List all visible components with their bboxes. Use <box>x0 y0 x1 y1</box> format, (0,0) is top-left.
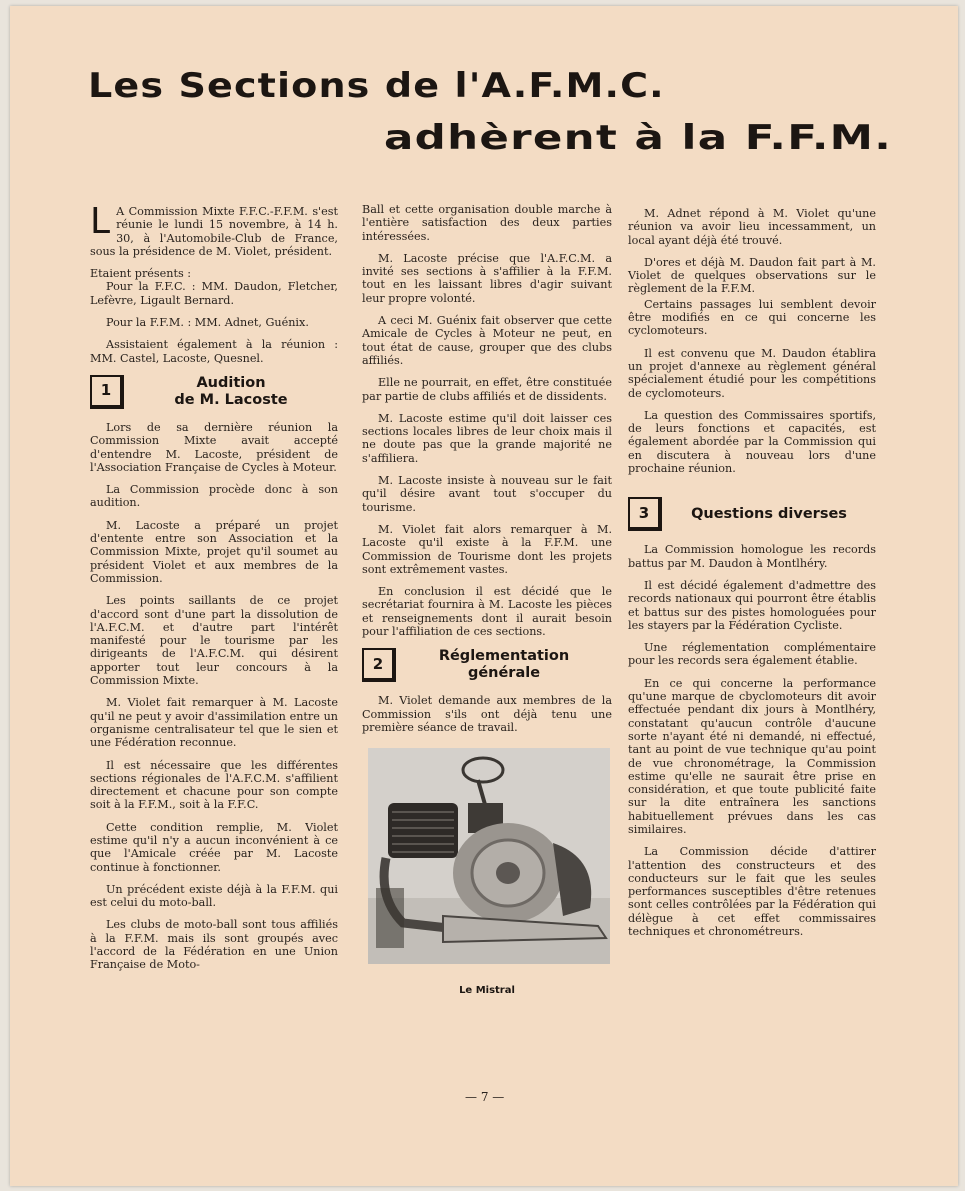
attendees-ffc: Pour la F.F.C. : MM. Daudon, Fletcher, Lefèvre, Ligault Bernard. <box>90 280 338 307</box>
paragraph: M. Lacoste a préparé un projet d'entente entre son Association et la Commission Mixte, projet qu'il soumet au président Violet et aux membres de la Commission. <box>90 518 338 585</box>
intro-paragraph: L A Commission Mixte F.F.C.-F.F.M. s'est réunie le lundi 15 novembre, à 14 h. 30, à l'Automobile-Club de France, sous la présidence de M. Violet, président. <box>90 201 338 258</box>
paragraph: Les clubs de moto-ball sont tous affiliés à la F.F.M. mais ils sont groupés avec l'accord de la Fédération en une Union Française de Moto- <box>90 918 338 972</box>
paragraph: Il est convenu que M. Daudon établira un projet d'annexe au règlement général spécialement étudié pour les compétitions de cyclomoteurs. <box>628 346 876 400</box>
paragraph: Les points saillants de ce projet d'accord sont d'une part la dissolution de l'A.F.C.M. et d'autre part l'intérêt manifesté pour le tourisme par les dirigeants de l'A.F.C.M. qui désirent apporter tout leur concours à la Commission Mixte. <box>90 594 338 688</box>
paragraph: M. Lacoste précise que l'A.F.C.M. a invité ses sections à s'affilier à la F.F.M. tout en les laissant libres d'agir suivant leur propre volonté. <box>362 251 612 305</box>
paragraph: D'ores et déjà M. Daudon fait part à M. Violet de quelques observations sur le règlement de la F.F.M. <box>628 255 876 296</box>
section-1-title: Audition de M. Lacoste <box>174 374 288 408</box>
section-1-number: 1 <box>90 375 124 409</box>
engine-photo <box>368 748 610 964</box>
paragraph: Cette condition remplie, M. Violet estime qu'il n'y a aucun inconvénient à ce que l'Amicale créée par M. Lacoste continue à fonctionner. <box>90 820 338 874</box>
paragraph: M. Violet demande aux membres de la Commission s'ils ont déjà tenu une première séance de travail. <box>362 694 612 734</box>
paragraph: En conclusion il est décidé que le secrétariat fournira à M. Lacoste les pièces et renseignements dont il aurait besoin pour l'affiliation de ces sections. <box>362 585 612 639</box>
paragraph: M. Lacoste estime qu'il doit laisser ces sections locales libres de leur choix mais il ne doute pas que la grande majorité ne s'affiliera. <box>362 411 612 465</box>
attendees-assist: Assistaient également à la réunion : MM. Castel, Lacoste, Quesnel. <box>90 338 338 365</box>
paragraph: A ceci M. Guénix fait observer que cette Amicale de Cycles à Moteur ne peut, en tout état de cause, grouper que des clubs affiliés. <box>362 314 612 367</box>
paragraph: Il est décidé également d'admettre des records nationaux qui pourront être établis et battus sur des pistes homologuées pour les stayers par la Fédération Cycliste. <box>628 578 876 632</box>
paragraph: En ce qui concerne la performance qu'une marque de cbyclomoteurs dit avoir effectuée pendant dix jours à Montlhéry, constatant qu'aucun contrôle d'aucune sorte n'ayant été ni demandé, ni effectué, tant au point de vue technique qu'au point de vue chronométrage, la Commission estime qu'elle ne saurait être prise en considération, et que toute publicité faite sur la dite entraînera les sanctions habituellement prévues dans les cas similaires. <box>628 676 876 836</box>
paragraph: Une réglementation complémentaire pour les records sera également établie. <box>628 641 876 668</box>
attendees-ffm: Pour la F.F.M. : MM. Adnet, Guénix. <box>106 316 309 330</box>
section-2-header <box>362 648 612 682</box>
section-3-number: 3 <box>628 497 662 531</box>
paragraph: Un précédent existe déjà à la F.F.M. qui est celui du moto-ball. <box>90 882 338 910</box>
section-3-header <box>628 497 876 531</box>
paragraph: La Commission procède donc à son audition. <box>90 483 338 510</box>
attendees-heading: Etaient présents : <box>90 267 192 281</box>
paragraph: La question des Commissaires sportifs, de leurs fonctions et capacités, est également abordée par la Commission qui en discutera à nouveau lors d'une prochaine réunion. <box>628 408 876 476</box>
paragraph: La Commission décide d'attirer l'attention des constructeurs et des conducteurs sur le fait que les seules performances susceptibles d'être retenues sont celles contrôlées par la Fédération qui délègue à cet effet commissaires techniques et chronométreurs. <box>628 845 876 939</box>
photo-caption: Le Mistral <box>459 985 515 997</box>
column-2 <box>362 203 612 998</box>
headline-line-1: Les Sections de l'A.F.M.C. <box>88 66 665 106</box>
section-1-header <box>90 375 338 409</box>
paragraph: M. Violet fait remarquer à M. Lacoste qu'il ne peut y avoir d'assimilation entre un organisme centralisateur tel que le sien et une Fédération reconnue. <box>90 696 338 750</box>
moped-engine-illustration <box>368 748 610 964</box>
paragraph: Lors de sa dernière réunion la Commission Mixte avait accepté d'entendre M. Lacoste, président de l'Association Française de Cycles à Moteur. <box>90 420 338 474</box>
column-3 <box>628 207 876 947</box>
paragraph: Elle ne pourrait, en effet, être constituée par partie de clubs affiliés et de dissidents. <box>362 376 612 403</box>
paragraph: Ball et cette organisation double marche à l'entière satisfaction des deux parties intéressées. <box>362 203 612 243</box>
paragraph: M. Violet fait alors remarquer à M. Lacoste qu'il existe à la F.F.M. une Commission de Tourisme dont les projets sont extrêmement vastes. <box>362 522 612 576</box>
paragraph: M. Adnet répond à M. Violet qu'une réunion va avoir lieu incessamment, un local ayant déjà été trouvé. <box>628 207 876 247</box>
page-number: — 7 — <box>465 1090 505 1104</box>
section-2-number: 2 <box>362 648 396 682</box>
paragraph: La Commission homologue les records battus par M. Daudon à Montlhéry. <box>628 543 876 570</box>
paragraph: Il est nécessaire que les différentes sections régionales de l'A.F.C.M. s'affilient directement et chacune pour son compte soit à la F.F.M., soit à la F.F.C. <box>90 758 338 812</box>
drop-cap: L <box>90 201 111 242</box>
paragraph: Certains passages lui semblent devoir être modifiés en ce qui concerne les cyclomoteurs. <box>628 297 876 338</box>
section-3-title: Questions diverses <box>691 505 847 522</box>
headline-line-2: adhèrent à la F.F.M. <box>384 118 893 158</box>
column-1 <box>90 201 338 981</box>
section-2-title: Réglementation générale <box>438 648 570 682</box>
paragraph: M. Lacoste insiste à nouveau sur le fait qu'il désire avant tout s'occuper du tourisme. <box>362 474 612 514</box>
magazine-page <box>10 6 958 1186</box>
